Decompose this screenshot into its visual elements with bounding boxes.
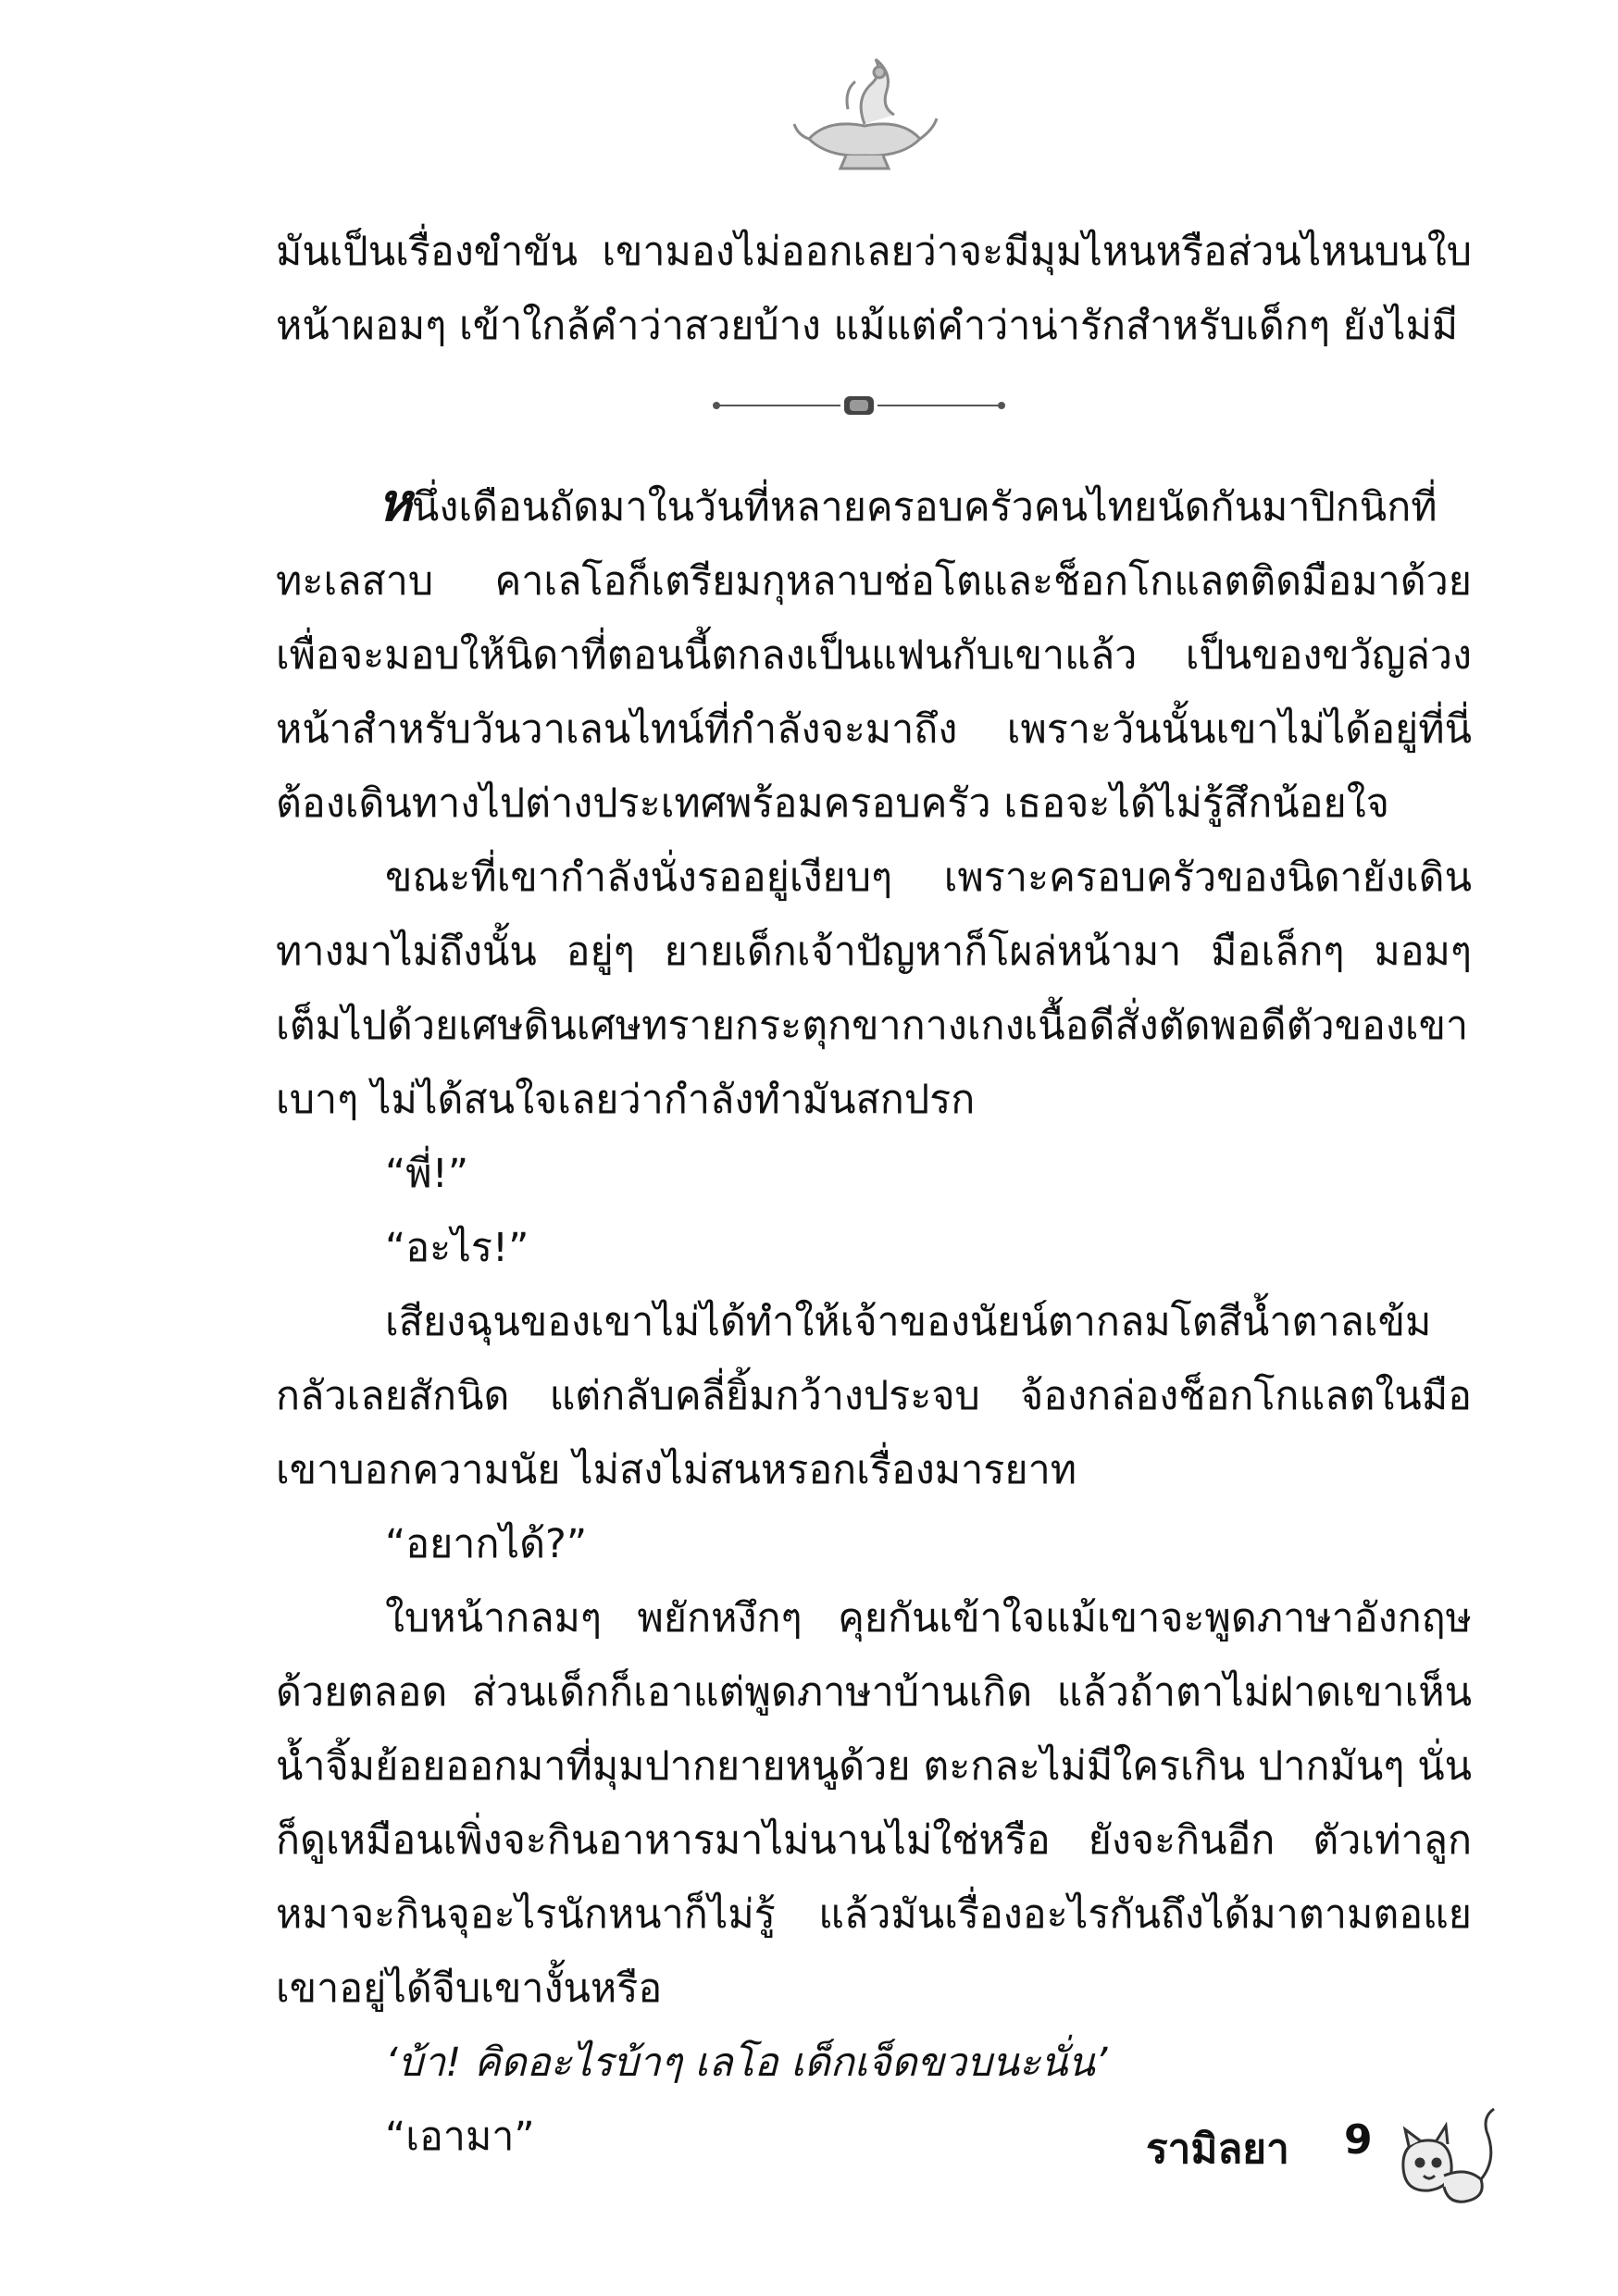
page-footer xyxy=(0,2094,1618,2224)
cartoon-cat-icon xyxy=(1385,2094,1505,2215)
dialogue-line: “อยากได้?” xyxy=(385,1521,588,1567)
paragraph: เสียงฉุนของเขาไม่ได้ทำให้เจ้าของนัยน์ตากลมโตสีน้ำตาลเข้มกลัวเลยสักนิด แต่กลับคลี่ยิ้มกว้างประจบ จ้องกล่องช็อกโกแลตในมือเขาบอกความนัย ไม่สงไม่สนหรอกเรื่องมารยาท xyxy=(276,1299,1472,1493)
inner-thought-line: ‘บ้า! คิดอะไรบ้าๆ เลโอ เด็กเจ็ดขวบนะนั่น’ xyxy=(385,2040,1108,2086)
paragraph-intro: มันเป็นเรื่องขำขัน เขามองไม่ออกเลยว่าจะมีมุมไหนหรือส่วนไหนบนใบหน้าผอมๆ เข้าใกล้คำว่าสวยบ้าง แม้แต่คำว่าน่ารักสำหรับเด็กๆ ยังไม่มี xyxy=(276,229,1472,349)
dialogue-line: “เอามา” xyxy=(385,2114,535,2160)
book-title: รามิลยา xyxy=(1146,2126,1289,2173)
dialogue-line: “พี่!” xyxy=(385,1151,469,1197)
dialogue-line: “อะไร!” xyxy=(385,1225,529,1271)
genie-lamp-icon xyxy=(790,54,939,174)
drop-cap: ห xyxy=(378,473,412,533)
body-text xyxy=(276,215,1472,2174)
section-divider xyxy=(276,363,1472,467)
paragraph: ใบหน้ากลมๆ พยักหงึกๆ คุยกันเข้าใจแม้เขาจะพูดภาษาอังกฤษด้วยตลอด ส่วนเด็กก็เอาแต่พูดภาษาบ้านเกิด แล้วถ้าตาไม่ฝาดเขาเห็นน้ำจิ้มย้อยออกมาที่มุมปากยายหนูด้วย ตะกละไม่มีใครเกิน ปากมันๆ นั่นก็ดูเหมือนเพิ่งจะกินอาหารมาไม่นานไม่ใช่หรือ ยังจะกินอีก ตัวเท่าลูกหมาจะกินจุอะไรนักหนาก็ไม่รู้ แล้วมันเรื่องอะไรกันถึงได้มาตามตอแยเขาอยู่ได้จีบเขางั้นหรือ xyxy=(276,1595,1472,2012)
paragraph-section-start xyxy=(276,467,1472,841)
paragraph: ขณะที่เขากำลังนั่งรออยู่เงียบๆ เพราะครอบครัวของนิดายังเดินทางมาไม่ถึงนั้น อยู่ๆ ยายเด็กเจ้าปัญหาก็โผล่หน้ามา มือเล็กๆ มอมๆ เต็มไปด้วยเศษดินเศษทรายกระตุกขากางเกงเนื้อดีสั่งตัดพอดีตัวของเขาเบาๆ ไม่ได้สนใจเลยว่ากำลังทำมันสกปรก xyxy=(276,855,1472,1123)
ornament-divider-icon xyxy=(711,387,1007,424)
page-number: 9 xyxy=(1344,2116,1373,2164)
paragraph-first-rest: นึ่งเดือนถัดมาในวันที่หลายครอบครัวคนไทยนัดกันมาปิกนิกที่ทะเลสาบ คาเลโอก็เตรียมกุหลาบช่อโตและช็อกโกแลตติดมือมาด้วยเพื่อจะมอบให้นิดาที่ตอนนี้ตกลงเป็นแฟนกับเขาแล้ว เป็นของขวัญล่วงหน้าสำหรับวันวาเลนไทน์ที่กำลังจะมาถึง เพราะวันนั้นเขาไม่ได้อยู่ที่นี่ ต้องเดินทางไปต่างประเทศพร้อมครอบครัว เธอจะได้ไม่รู้สึกน้อยใจ xyxy=(276,484,1472,827)
